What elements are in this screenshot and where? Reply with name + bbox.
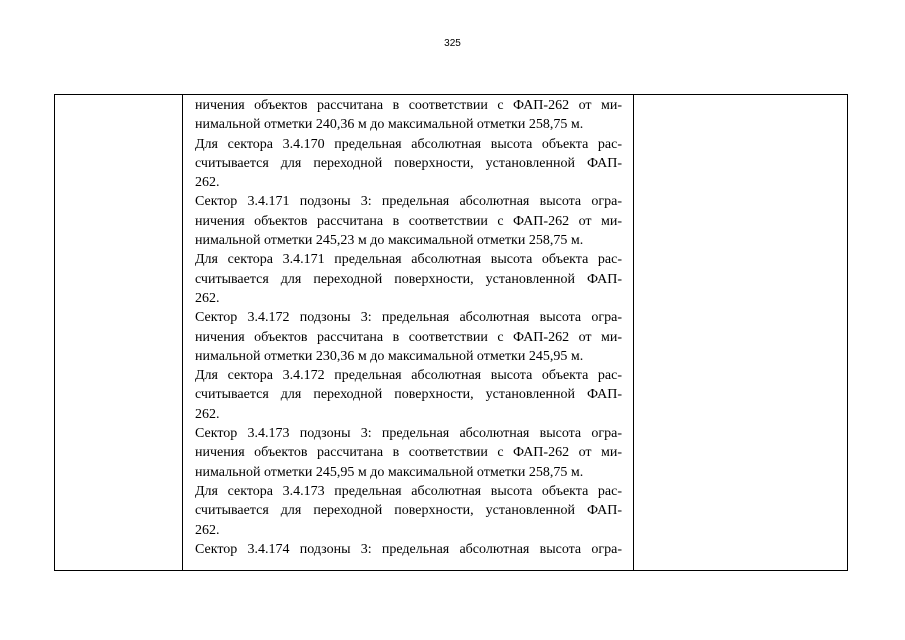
document-table — [54, 94, 848, 571]
column-divider-right — [633, 95, 634, 570]
text-line: Сектор 3.4.173 подзоны 3: предельная абсолютная высота огра- — [195, 426, 622, 442]
text-line: ничения объектов рассчитана в соответствии с ФАП-262 от ми- — [195, 445, 622, 461]
text-line: Сектор 3.4.174 подзоны 3: предельная абсолютная высота огра- — [195, 541, 622, 557]
text-line: Для сектора 3.4.171 предельная абсолютная высота объекта рас- — [195, 252, 622, 268]
text-line: Сектор 3.4.172 подзоны 3: предельная абсолютная высота огра- — [195, 310, 622, 326]
text-line: нимальной отметки 230,36 м до максимальной отметки 245,95 м. — [195, 348, 584, 364]
text-line: нимальной отметки 245,95 м до максимальной отметки 258,75 м. — [195, 464, 584, 480]
table-middle-cell-text — [195, 96, 622, 559]
text-line: ничения объектов рассчитана в соответствии с ФАП-262 от ми- — [195, 98, 622, 113]
text-line: считывается для переходной поверхности, установленной ФАП- — [195, 387, 622, 403]
text-line: 262. — [195, 290, 220, 306]
text-line: 262. — [195, 406, 220, 422]
text-line: считывается для переходной поверхности, установленной ФАП- — [195, 503, 622, 519]
text-line: считывается для переходной поверхности, установленной ФАП- — [195, 271, 622, 287]
column-divider-left — [182, 95, 183, 570]
text-line: ничения объектов рассчитана в соответствии с ФАП-262 от ми- — [195, 329, 622, 345]
text-line: нимальной отметки 245,23 м до максимальной отметки 258,75 м. — [195, 233, 584, 249]
text-line: Сектор 3.4.171 подзоны 3: предельная абсолютная высота огра- — [195, 194, 622, 210]
text-line: Для сектора 3.4.172 предельная абсолютная высота объекта рас- — [195, 368, 622, 384]
text-line: ничения объектов рассчитана в соответствии с ФАП-262 от ми- — [195, 213, 622, 229]
text-line: 262. — [195, 175, 220, 191]
text-line: нимальной отметки 240,36 м до максимальной отметки 258,75 м. — [195, 117, 584, 133]
text-line: Для сектора 3.4.170 предельная абсолютная высота объекта рас- — [195, 136, 622, 152]
text-line: 262. — [195, 522, 220, 538]
page-number: 325 — [444, 38, 461, 49]
text-line: Для сектора 3.4.173 предельная абсолютная высота объекта рас- — [195, 483, 622, 499]
text-line: считывается для переходной поверхности, установленной ФАП- — [195, 155, 622, 171]
